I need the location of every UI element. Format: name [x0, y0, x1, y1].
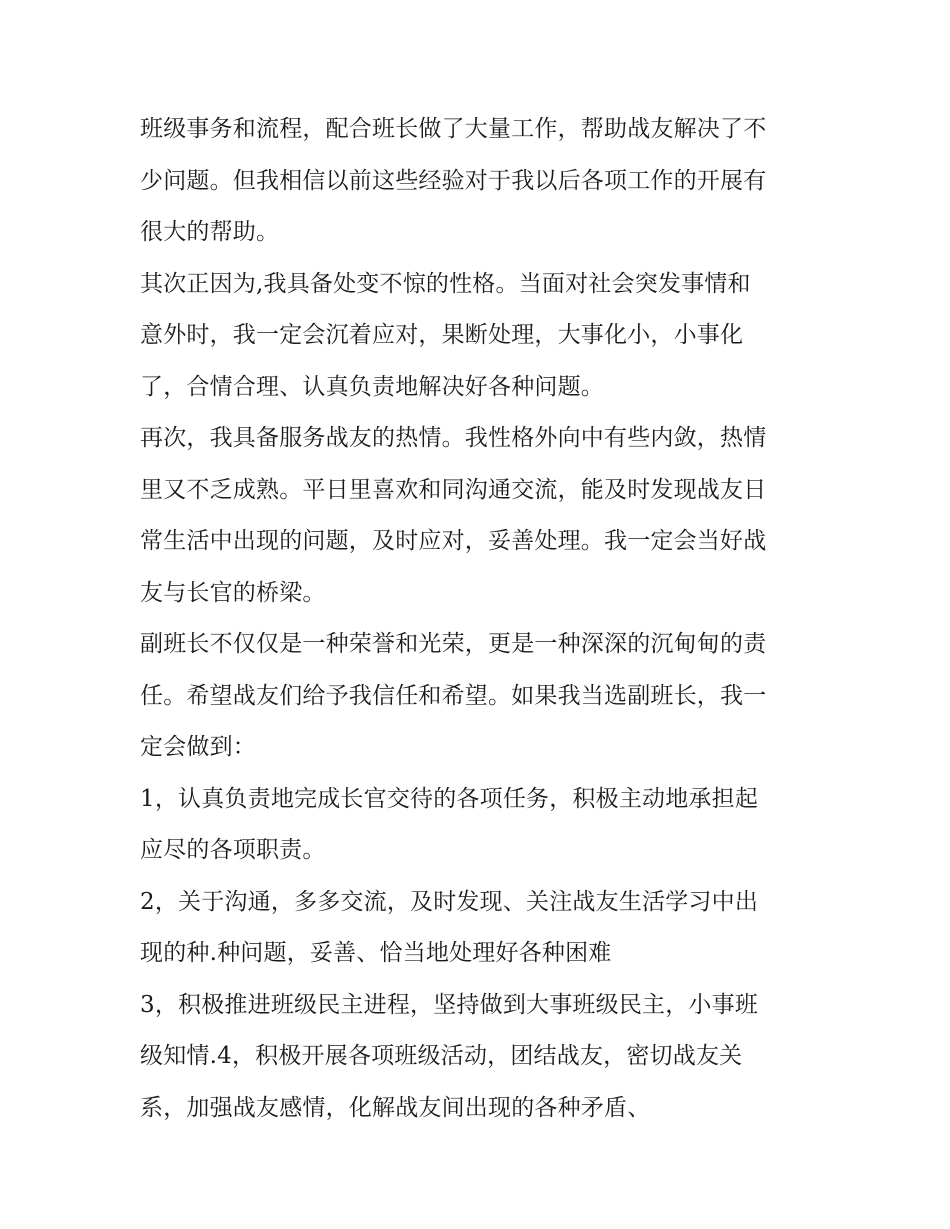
list-item-3: [140, 980, 820, 1135]
text-line: 定会做到：: [140, 734, 256, 760]
text-line: 常生活中出现的问题，及时应对，妥善处理。我一定会当好战: [140, 528, 767, 554]
paragraph-service-enthusiasm: [140, 413, 820, 619]
list-item-2: [140, 877, 820, 980]
paragraph-responsibility: [140, 619, 820, 774]
text-line: 1，认真负责地完成长官交待的各项任务，积极主动地承担起: [140, 785, 759, 812]
text-line: 意外时，我一定会沉着应对，果断处理，大事化小，小事化: [140, 322, 744, 348]
paragraph-class-affairs: [140, 104, 820, 259]
text-line: 副班长不仅仅是一种荣誉和光荣，更是一种深深的沉甸甸的责: [140, 631, 767, 657]
text-line: 3，积极推进班级民主进程，坚持做到大事班级民主，小事班: [140, 991, 759, 1018]
text-line: 级知情.4，积极开展各项班级活动，团结战友，密切战友关: [140, 1043, 743, 1069]
text-line: 任。希望战友们给予我信任和希望。如果我当选副班长，我一: [140, 682, 767, 709]
text-line: 2，关于沟通，多多交流，及时发现、关注战友生活学习中出: [140, 888, 759, 915]
document-body: [140, 104, 820, 1134]
paragraph-composure: [140, 259, 820, 414]
list-item-1: [140, 774, 820, 877]
text-line: 里又不乏成熟。平日里喜欢和同沟通交流，能及时发现战友日: [140, 476, 767, 503]
text-line: 少问题。但我相信以前这些经验对于我以后各项工作的开展有: [140, 167, 767, 194]
text-line: 系，加强战友感情，化解战友间出现的各种矛盾、: [140, 1094, 651, 1121]
text-line: 很大的帮助。: [140, 219, 280, 245]
text-line: 再次，我具备服务战友的热情。我性格外向中有些内敛，热情: [140, 425, 767, 451]
text-line: 现的种.种问题，妥善、恰当地处理好各种困难: [140, 940, 612, 966]
text-line: 班级事务和流程，配合班长做了大量工作，帮助战友解决了不: [140, 116, 767, 142]
text-line: 了，合情合理、认真负责地解决好各种问题。: [140, 373, 604, 400]
text-line: 友与长官的桥梁。: [140, 579, 326, 606]
text-line: 其次正因为,我具备处变不惊的性格。当面对社会突发事情和: [140, 270, 751, 297]
text-line: 应尽的各项职责。: [140, 837, 326, 863]
